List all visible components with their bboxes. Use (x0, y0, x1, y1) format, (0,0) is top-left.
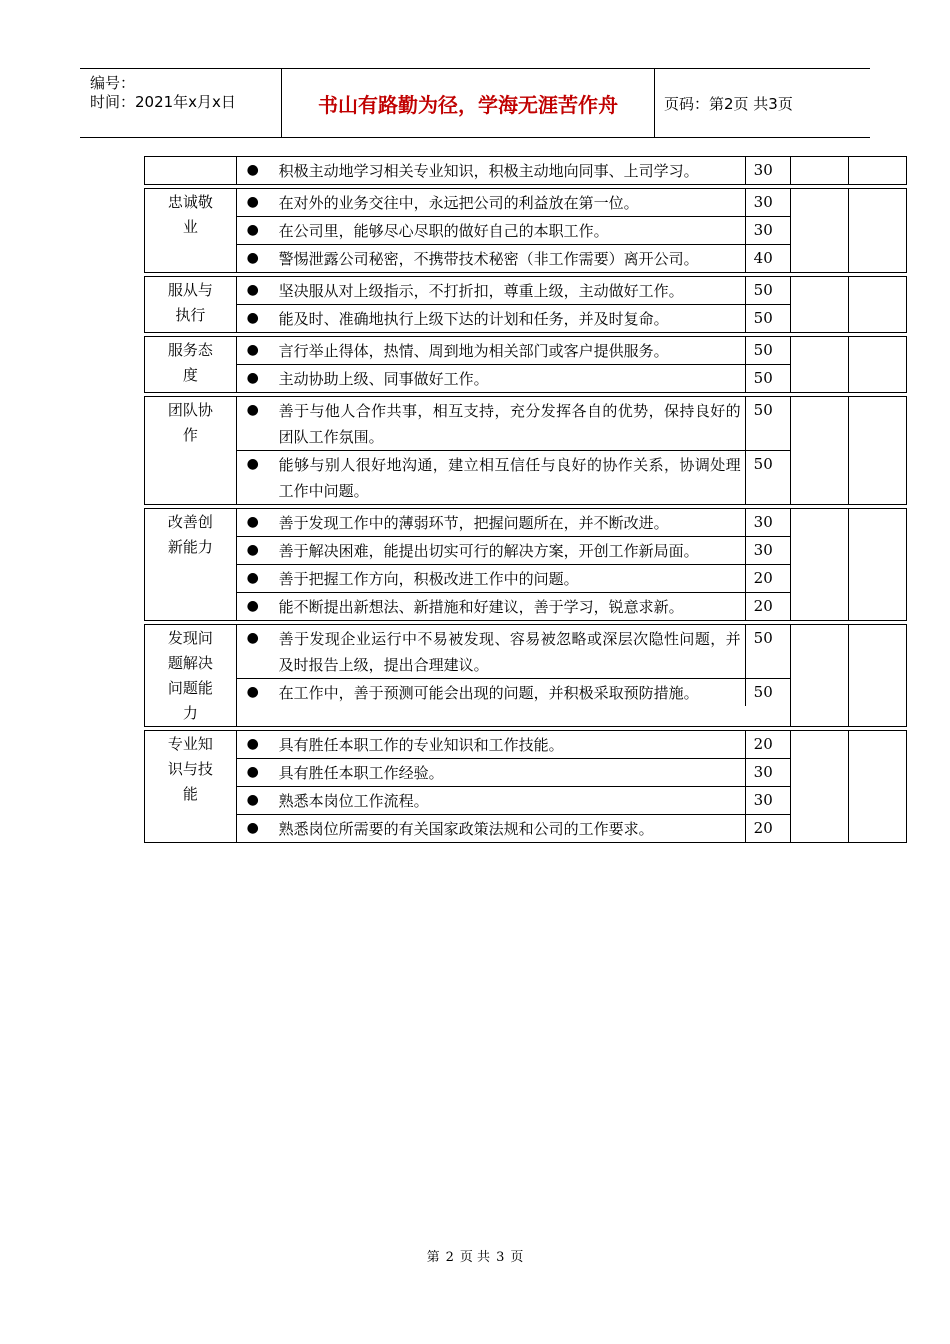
bullet-icon: ● (246, 570, 259, 586)
manager-rating-cell (849, 731, 906, 842)
criteria-row (237, 304, 790, 332)
criteria-text: 熟悉本岗位工作流程。 (269, 787, 746, 814)
page-header (80, 68, 870, 138)
manager-rating-cell (849, 277, 906, 332)
manager-rating-cell (849, 157, 906, 184)
criteria-items (237, 731, 791, 842)
criteria-score: 40 (753, 249, 773, 267)
manager-rating-cell (849, 189, 906, 272)
criteria-row (237, 536, 790, 564)
criteria-row (237, 786, 790, 814)
criteria-items (237, 157, 791, 184)
criteria-row (237, 564, 790, 592)
self-rating-cell (791, 337, 850, 392)
bullet-icon: ● (246, 456, 259, 472)
manager-rating-cell (849, 625, 906, 726)
criteria-score: 30 (753, 221, 773, 239)
criteria-score: 30 (753, 791, 773, 809)
criteria-row (237, 509, 790, 536)
criteria-group (144, 508, 907, 621)
criteria-score: 30 (753, 513, 773, 531)
criteria-score: 30 (753, 193, 773, 211)
bullet-icon: ● (246, 764, 259, 780)
criteria-text: 善于解决困难，能提出切实可行的解决方案，开创工作新局面。 (269, 537, 746, 564)
self-rating-cell (791, 189, 850, 272)
category-label: 专业知识与技能 (145, 731, 237, 842)
bullet-icon: ● (246, 310, 259, 326)
criteria-text: 主动协助上级、同事做好工作。 (269, 365, 746, 392)
header-divider (654, 69, 655, 137)
criteria-group (144, 156, 907, 185)
criteria-text: 在工作中，善于预测可能会出现的问题，并积极采取预防措施。 (269, 679, 746, 706)
self-rating-cell (791, 277, 850, 332)
footer-mid: 页 共 (459, 1250, 491, 1265)
criteria-group (144, 188, 907, 273)
criteria-items (237, 397, 791, 504)
category-label: 服务态度 (145, 337, 237, 392)
criteria-text: 善于发现工作中的薄弱环节，把握问题所在，并不断改进。 (269, 509, 746, 536)
criteria-text: 能够与别人很好地沟通，建立相互信任与良好的协作关系，协调处理工作中问题。 (269, 451, 746, 504)
category-label: 团队协作 (145, 397, 237, 504)
criteria-score: 30 (753, 161, 773, 179)
criteria-group (144, 276, 907, 333)
bullet-icon: ● (246, 370, 259, 386)
criteria-text: 在对外的业务交往中，永远把公司的利益放在第一位。 (269, 189, 746, 216)
criteria-row (237, 592, 790, 620)
criteria-score: 50 (753, 683, 773, 701)
bullet-icon: ● (246, 792, 259, 808)
bullet-icon: ● (246, 282, 259, 298)
bullet-icon: ● (246, 250, 259, 266)
bullet-icon: ● (246, 194, 259, 210)
criteria-score: 20 (753, 597, 773, 615)
criteria-row (237, 731, 790, 758)
bullet-icon: ● (246, 820, 259, 836)
self-rating-cell (791, 731, 850, 842)
criteria-score: 20 (753, 819, 773, 837)
criteria-text: 能不断提出新想法、新措施和好建议，善于学习，锐意求新。 (269, 593, 746, 620)
criteria-row (237, 364, 790, 392)
header-meta (80, 69, 281, 137)
criteria-text: 坚决服从对上级指示，不打折扣，尊重上级，主动做好工作。 (269, 277, 746, 304)
criteria-text: 在公司里，能够尽心尽职的做好自己的本职工作。 (269, 217, 746, 244)
criteria-text: 善于与他人合作共事，相互支持，充分发挥各自的优势，保持良好的团队工作氛围。 (269, 397, 746, 450)
criteria-text: 熟悉岗位所需要的有关国家政策法规和公司的工作要求。 (269, 815, 746, 842)
category-label: 忠诚敬业 (145, 189, 237, 272)
header-page-info: 页码：第2页 共3页 (664, 94, 793, 113)
footer-total-pages: 3 (496, 1250, 505, 1265)
criteria-row (237, 337, 790, 364)
criteria-items (237, 509, 791, 620)
criteria-score: 30 (753, 541, 773, 559)
footer-current-page: 2 (445, 1250, 454, 1265)
criteria-row (237, 216, 790, 244)
criteria-text: 能及时、准确地执行上级下达的计划和任务，并及时复命。 (269, 305, 746, 332)
time-label: 时间：2021年x月x日 (90, 93, 236, 111)
criteria-row (237, 189, 790, 216)
criteria-row (237, 625, 790, 678)
criteria-group (144, 624, 907, 727)
bullet-icon: ● (246, 342, 259, 358)
evaluation-table (144, 156, 907, 846)
category-label: 发现问题解决问题能力 (145, 625, 237, 726)
category-label: 服从与执行 (145, 277, 237, 332)
criteria-group (144, 396, 907, 505)
self-rating-cell (791, 625, 850, 726)
criteria-score: 50 (753, 629, 773, 647)
self-rating-cell (791, 509, 850, 620)
criteria-items (237, 277, 791, 332)
criteria-text: 言行举止得体，热情、周到地为相关部门或客户提供服务。 (269, 337, 746, 364)
bullet-icon: ● (246, 630, 259, 646)
criteria-score: 30 (753, 763, 773, 781)
criteria-score: 50 (753, 309, 773, 327)
bullet-icon: ● (246, 542, 259, 558)
criteria-score: 20 (753, 569, 773, 587)
criteria-score: 50 (753, 455, 773, 473)
criteria-items (237, 625, 791, 726)
footer-suffix: 页 (510, 1250, 524, 1265)
bullet-icon: ● (246, 402, 259, 418)
criteria-row (237, 450, 790, 504)
criteria-text: 具有胜任本职工作的专业知识和工作技能。 (269, 731, 746, 758)
criteria-score: 50 (753, 281, 773, 299)
criteria-text: 警惕泄露公司秘密，不携带技术秘密（非工作需要）离开公司。 (269, 245, 746, 272)
number-label: 编号： (90, 74, 136, 92)
criteria-score: 50 (753, 341, 773, 359)
self-rating-cell (791, 157, 850, 184)
self-rating-cell (791, 397, 850, 504)
criteria-row (237, 814, 790, 842)
bullet-icon: ● (246, 684, 259, 700)
criteria-score: 20 (753, 735, 773, 753)
criteria-row (237, 157, 790, 184)
manager-rating-cell (849, 337, 906, 392)
bullet-icon: ● (246, 162, 259, 178)
criteria-row (237, 758, 790, 786)
manager-rating-cell (849, 397, 906, 504)
criteria-text: 具有胜任本职工作经验。 (269, 759, 746, 786)
manager-rating-cell (849, 509, 906, 620)
bullet-icon: ● (246, 598, 259, 614)
footer-prefix: 第 (426, 1250, 440, 1265)
page-footer (0, 1246, 950, 1265)
criteria-group (144, 336, 907, 393)
criteria-score: 50 (753, 369, 773, 387)
category-label (145, 157, 237, 184)
bullet-icon: ● (246, 736, 259, 752)
criteria-text: 善于发现企业运行中不易被发现、容易被忽略或深层次隐性问题，并及时报告上级，提出合理建议。 (269, 625, 746, 678)
criteria-items (237, 189, 791, 272)
criteria-items (237, 337, 791, 392)
criteria-row (237, 244, 790, 272)
criteria-row (237, 678, 790, 706)
category-label: 改善创新能力 (145, 509, 237, 620)
criteria-row (237, 277, 790, 304)
criteria-group (144, 730, 907, 843)
criteria-text: 善于把握工作方向，积极改进工作中的问题。 (269, 565, 746, 592)
criteria-row (237, 397, 790, 450)
header-motto: 书山有路勤为径，学海无涯苦作舟 (318, 92, 618, 117)
criteria-score: 50 (753, 401, 773, 419)
bullet-icon: ● (246, 514, 259, 530)
bullet-icon: ● (246, 222, 259, 238)
criteria-text: 积极主动地学习相关专业知识，积极主动地向同事、上司学习。 (269, 157, 746, 184)
